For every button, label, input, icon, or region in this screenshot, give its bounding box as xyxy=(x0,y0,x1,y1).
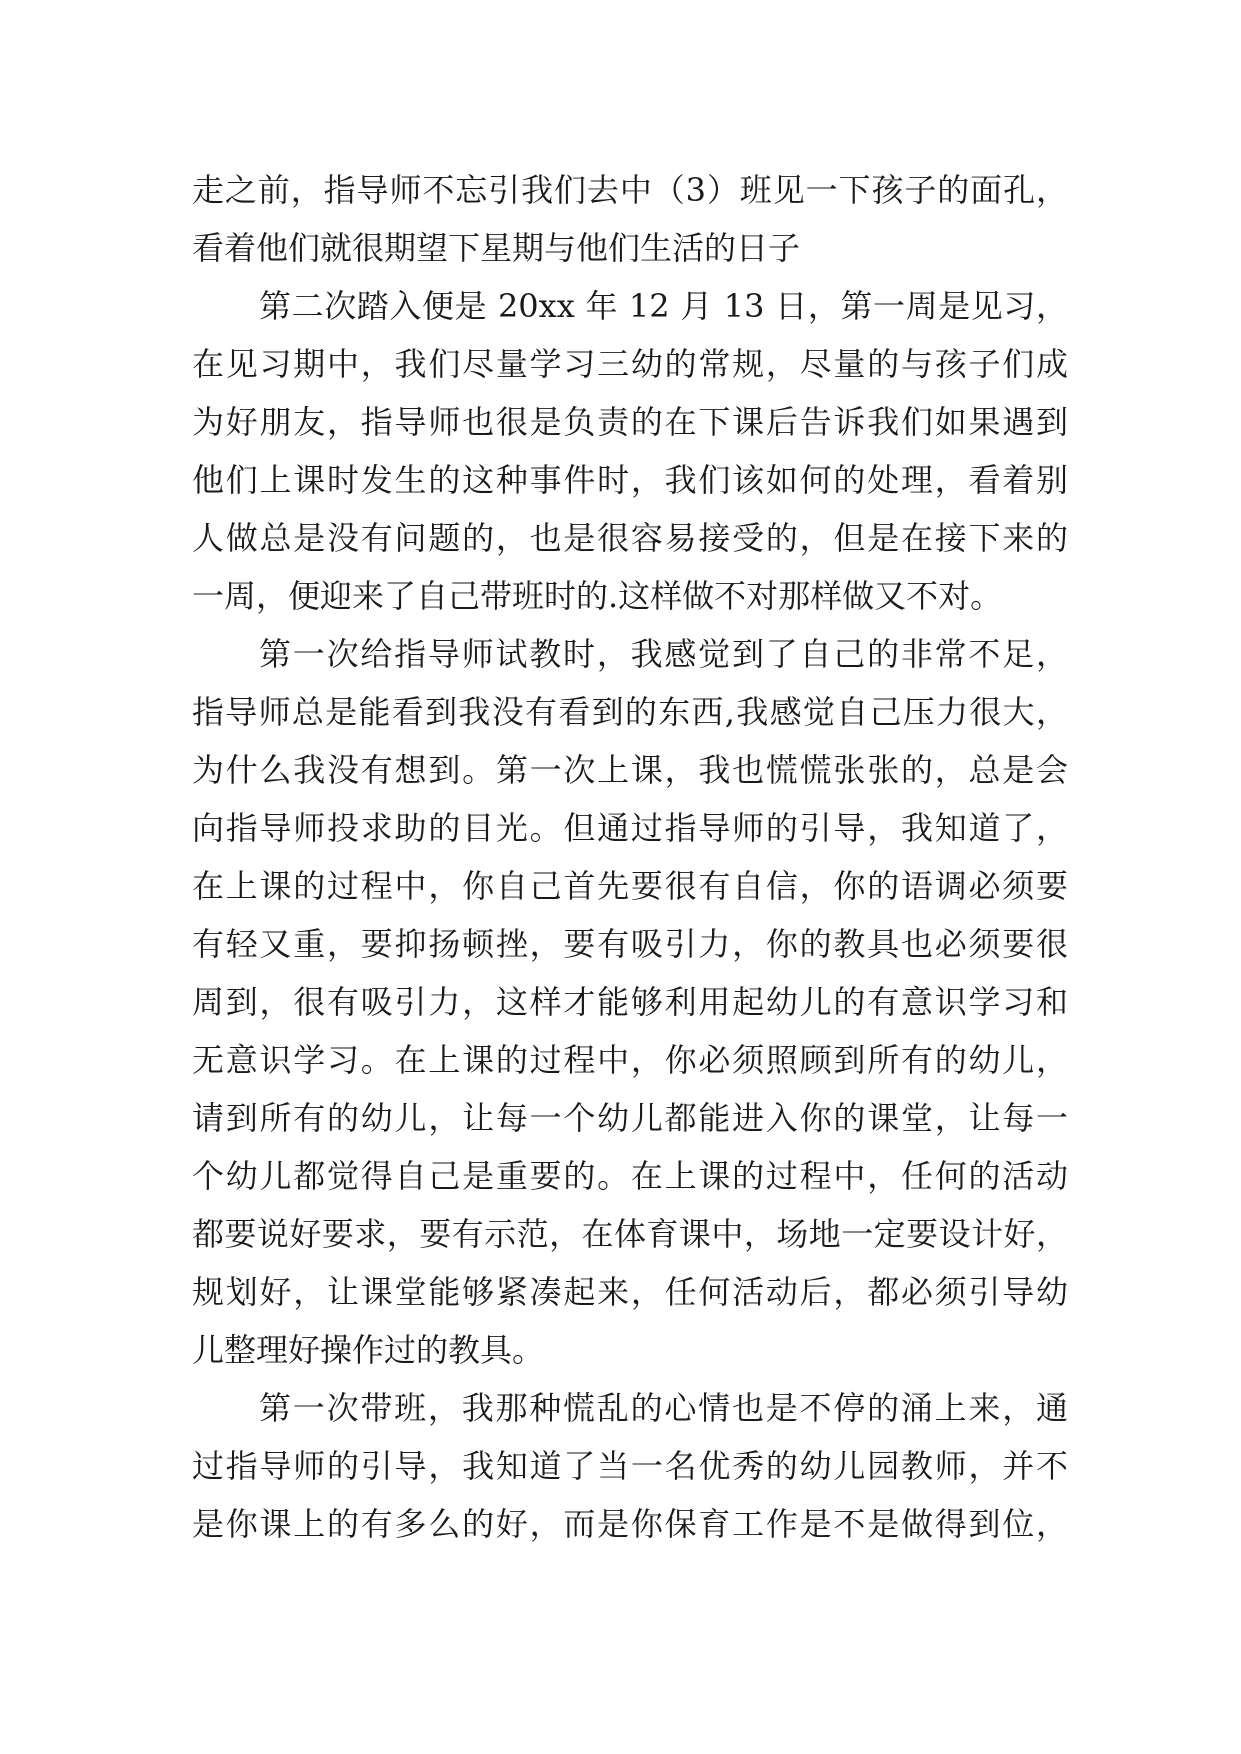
text-line: 周到，很有吸引力，这样才能够利用起幼儿的有意识学习和 xyxy=(192,983,1068,1021)
text-line: 为好朋友，指导师也很是负责的在下课后告诉我们如果遇到 xyxy=(192,403,1068,441)
text-line: 走之前，指导师不忘引我们去中（3）班见一下孩子的面孔， xyxy=(192,171,1068,209)
text-line: 看着他们就很期望下星期与他们生活的日子 xyxy=(192,229,801,267)
text-line: 是你课上的有多么的好，而是你保育工作是不是做得到位， xyxy=(192,1505,1068,1543)
text-line: 在上课的过程中，你自己首先要很有自信，你的语调必须要 xyxy=(192,867,1068,905)
text-line: 他们上课时发生的这种事件时，我们该如何的处理，看着别 xyxy=(192,461,1068,499)
text-line: 在见习期中，我们尽量学习三幼的常规，尽量的与孩子们成 xyxy=(192,345,1068,383)
text-line: 人做总是没有问题的，也是很容易接受的，但是在接下来的 xyxy=(192,519,1068,557)
text-line: 有轻又重，要抑扬顿挫，要有吸引力，你的教具也必须要很 xyxy=(192,925,1068,963)
text-line: 过指导师的引导，我知道了当一名优秀的幼儿园教师，并不 xyxy=(192,1447,1068,1485)
text-line: 无意识学习。在上课的过程中，你必须照顾到所有的幼儿， xyxy=(192,1041,1068,1079)
text-line: 儿整理好操作过的教具。 xyxy=(192,1331,545,1369)
text-line: 为什么我没有想到。第一次上课，我也慌慌张张的，总是会 xyxy=(192,751,1068,789)
text-line: 请到所有的幼儿，让每一个幼儿都能进入你的课堂，让每一 xyxy=(192,1099,1068,1137)
text-line: 一周，便迎来了自己带班时的.这样做不对那样做又不对。 xyxy=(192,577,1003,615)
text-line: 第一次带班，我那种慌乱的心情也是不停的涌上来，通 xyxy=(259,1389,1068,1427)
document-body xyxy=(192,161,1068,1553)
paragraph xyxy=(192,277,1068,625)
text-line: 第二次踏入便是 20xx 年 12 月 13 日，第一周是见习， xyxy=(259,287,1068,325)
text-line: 指导师总是能看到我没有看到的东西,我感觉自己压力很大， xyxy=(192,693,1068,731)
text-line: 向指导师投求助的目光。但通过指导师的引导，我知道了， xyxy=(192,809,1068,847)
paragraph xyxy=(192,161,1068,277)
paragraph xyxy=(192,625,1068,1379)
paragraph xyxy=(192,1379,1068,1553)
text-line: 第一次给指导师试教时，我感觉到了自己的非常不足， xyxy=(259,635,1068,673)
text-line: 个幼儿都觉得自己是重要的。在上课的过程中，任何的活动 xyxy=(192,1157,1068,1195)
text-line: 规划好，让课堂能够紧凑起来，任何活动后，都必须引导幼 xyxy=(192,1273,1068,1311)
text-line: 都要说好要求，要有示范，在体育课中，场地一定要设计好， xyxy=(192,1215,1068,1253)
